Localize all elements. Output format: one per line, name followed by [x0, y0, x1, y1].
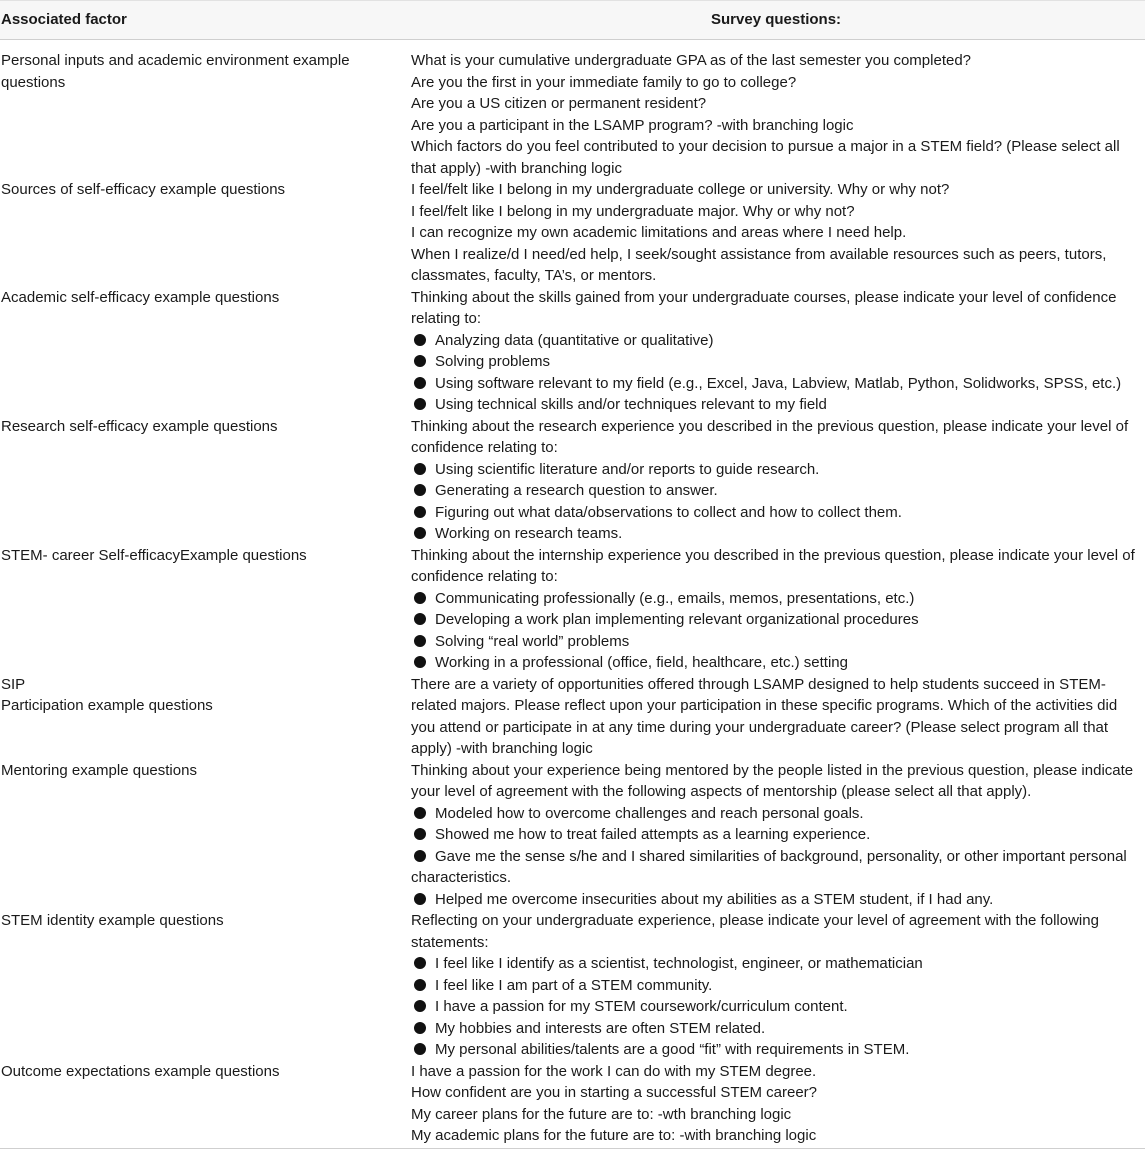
bullet-dot-icon	[414, 377, 426, 389]
associated-factor-cell	[0, 1061, 411, 1147]
bullet-dot-icon	[414, 1022, 426, 1034]
survey-question: Thinking about the internship experience you described in the previous question, please indicate your level of confidence relating to:	[411, 546, 1135, 585]
bullet-text: Working in a professional (office, field, healthcare, etc.) setting	[435, 654, 848, 671]
survey-questions-cell	[411, 50, 1145, 179]
bullet-item	[411, 523, 1145, 545]
survey-question: My academic plans for the future are to: -with branching logic	[411, 1127, 817, 1144]
bullet-dot-icon	[414, 957, 426, 969]
factor-label: Research self-efficacy example questions	[1, 417, 278, 435]
factor-label: Mentoring example questions	[1, 761, 197, 779]
table-row	[0, 179, 1145, 287]
table-row	[0, 674, 1145, 760]
bullet-item	[411, 351, 1145, 373]
associated-factor-cell	[0, 545, 411, 674]
bullet-dot-icon	[414, 355, 426, 367]
associated-factor-cell	[0, 910, 411, 1061]
survey-questions-cell	[411, 416, 1145, 545]
bullet-dot-icon	[414, 506, 426, 518]
bullet-text: Generating a research question to answer.	[435, 482, 718, 499]
bullet-dot-icon	[414, 484, 426, 496]
survey-question: I can recognize my own academic limitations and areas where I need help.	[411, 224, 907, 241]
survey-questions-cell	[411, 545, 1145, 674]
bullet-dot-icon	[414, 635, 426, 647]
bullet-item	[411, 480, 1145, 502]
header-survey-questions: Survey questions:	[711, 11, 842, 28]
table-row	[0, 545, 1145, 674]
table-header	[0, 0, 1145, 40]
bullet-text: Using software relevant to my field (e.g., Excel, Java, Labview, Matlab, Python, Solidworks, SPSS, etc.)	[435, 374, 1122, 392]
table-row	[0, 910, 1145, 1061]
table-row	[0, 760, 1145, 911]
survey-question: Thinking about your experience being mentored by the people listed in the previous question, please indicate your level of agreement with the following aspects of mentorship (please select all that apply).	[411, 761, 1134, 800]
survey-question: Which factors do you feel contributed to your decision to pursue a major in a STEM field? (Please select all that apply) -with branching logic	[411, 138, 1120, 177]
bullet-text: Helped me overcome insecurities about my abilities as a STEM student, if I had any.	[435, 890, 994, 908]
bullet-dot-icon	[414, 656, 426, 668]
associated-factor-cell	[0, 287, 411, 416]
bullet-text: Working on research teams.	[435, 525, 623, 542]
survey-question: Are you a US citizen or permanent resident?	[411, 95, 707, 112]
survey-question: I feel/felt like I belong in my undergraduate college or university. Why or why not?	[411, 181, 950, 198]
associated-factor-cell	[0, 50, 411, 179]
survey-questions-cell	[411, 1061, 1145, 1147]
survey-question: My career plans for the future are to: -wth branching logic	[411, 1105, 792, 1123]
bullet-item	[411, 459, 1145, 481]
factor-label: STEM- career Self-efficacyExample questions	[1, 546, 307, 564]
factor-label: Academic self-efficacy example questions	[1, 288, 280, 306]
bullet-dot-icon	[414, 1000, 426, 1012]
survey-question: Are you the first in your immediate family to go to college?	[411, 73, 797, 91]
survey-question: There are a variety of opportunities offered through LSAMP designed to help students succeed in STEM-related majors. Please reflect upon your participation in these specific programs. Which of the activities did you attend or participate in at any time during your undergraduate career? (Please select program all that apply) -with branching logic	[411, 675, 1118, 757]
bullet-item	[411, 996, 1145, 1018]
factor-label: Sources of self-efficacy example questions	[1, 181, 286, 198]
bullet-dot-icon	[414, 828, 426, 840]
bullet-item	[411, 975, 1145, 997]
bullet-text: Using scientific literature and/or reports to guide research.	[435, 460, 820, 478]
bullet-text: My personal abilities/talents are a good “fit” with requirements in STEM.	[435, 1041, 910, 1058]
bullet-item	[411, 652, 1145, 674]
bullet-dot-icon	[414, 613, 426, 625]
bullet-text: Developing a work plan implementing relevant organizational procedures	[435, 611, 919, 628]
survey-question: Thinking about the research experience you described in the previous question, please indicate your level of confidence relating to:	[411, 417, 1129, 456]
bullet-dot-icon	[414, 463, 426, 475]
factor-label: Personal inputs and academic environment example	[1, 52, 350, 69]
bullet-text: I feel like I identify as a scientist, technologist, engineer, or mathematician	[435, 955, 923, 972]
table-row	[0, 416, 1145, 545]
bullet-item	[411, 330, 1145, 352]
bullet-text: I feel like I am part of a STEM community.	[435, 976, 713, 994]
associated-factor-cell	[0, 760, 411, 911]
survey-question: Reflecting on your undergraduate experience, please indicate your level of agreement with the following statements:	[411, 912, 1099, 951]
bullet-text: My hobbies and interests are often STEM related.	[435, 1019, 766, 1037]
table-row	[0, 1061, 1145, 1147]
bullet-item	[411, 803, 1145, 825]
bullet-item	[411, 824, 1145, 846]
bullet-item	[411, 631, 1145, 653]
bullet-text: I have a passion for my STEM coursework/curriculum content.	[435, 998, 848, 1015]
bullet-item	[411, 953, 1145, 975]
factor-label: STEM identity example questions	[1, 912, 224, 929]
bullet-dot-icon	[414, 807, 426, 819]
survey-questions-cell	[411, 910, 1145, 1061]
bullet-dot-icon	[414, 850, 426, 862]
bullet-text: Gave me the sense s/he and I shared similarities of background, personality, or other important personal characteristics.	[411, 847, 1127, 886]
bullet-dot-icon	[414, 527, 426, 539]
bullet-dot-icon	[414, 979, 426, 991]
bullet-item	[411, 609, 1145, 631]
table-row	[0, 50, 1145, 179]
survey-question: How confident are you in starting a successful STEM career?	[411, 1084, 818, 1101]
table-body	[0, 40, 1145, 1147]
bullet-item	[411, 373, 1145, 395]
survey-question: What is your cumulative undergraduate GPA as of the last semester you completed?	[411, 52, 972, 69]
bullet-item	[411, 889, 1145, 911]
bullet-text: Modeled how to overcome challenges and reach personal goals.	[435, 804, 864, 822]
table-row	[0, 287, 1145, 416]
bullet-text: Solving “real world” problems	[435, 632, 630, 650]
bullet-text: Showed me how to treat failed attempts as a learning experience.	[435, 826, 871, 843]
bullet-item	[411, 588, 1145, 610]
associated-factor-cell	[0, 674, 411, 760]
bullet-item	[411, 846, 1145, 889]
survey-question: I have a passion for the work I can do with my STEM degree.	[411, 1062, 817, 1080]
survey-question: Are you a participant in the LSAMP program? -with branching logic	[411, 116, 854, 134]
survey-question: I feel/felt like I belong in my undergraduate major. Why or why not?	[411, 202, 855, 220]
bullet-text: Analyzing data (quantitative or qualitative)	[435, 331, 714, 349]
bullet-text: Figuring out what data/observations to collect and how to collect them.	[435, 503, 902, 521]
bullet-dot-icon	[414, 334, 426, 346]
bullet-dot-icon	[414, 398, 426, 410]
survey-question: Thinking about the skills gained from your undergraduate courses, please indicate your level of confidence relating to:	[411, 288, 1117, 327]
survey-question: When I realize/d I need/ed help, I seek/sought assistance from available resources such as peers, tutors, classmates, faculty, TA’s, or mentors.	[411, 245, 1107, 284]
bullet-dot-icon	[414, 1043, 426, 1055]
survey-questions-cell	[411, 674, 1145, 760]
bullet-dot-icon	[414, 893, 426, 905]
factor-label: SIP	[1, 675, 26, 693]
factor-label: questions	[1, 73, 66, 91]
table-bottom-rule	[0, 1148, 1145, 1149]
bullet-item	[411, 1039, 1145, 1061]
bullet-text: Communicating professionally (e.g., emails, memos, presentations, etc.)	[435, 589, 915, 607]
bullet-item	[411, 1018, 1145, 1040]
factor-label: Participation example questions	[1, 697, 213, 714]
header-associated-factor: Associated factor	[1, 11, 127, 28]
associated-factor-cell	[0, 179, 411, 287]
survey-questions-cell	[411, 179, 1145, 287]
survey-questions-cell	[411, 287, 1145, 416]
bullet-item	[411, 502, 1145, 524]
survey-questions-cell	[411, 760, 1145, 911]
bullet-text: Using technical skills and/or techniques relevant to my field	[435, 396, 827, 413]
associated-factor-cell	[0, 416, 411, 545]
bullet-item	[411, 394, 1145, 416]
bullet-dot-icon	[414, 592, 426, 604]
factor-label: Outcome expectations example questions	[1, 1062, 280, 1080]
bullet-text: Solving problems	[435, 353, 551, 370]
